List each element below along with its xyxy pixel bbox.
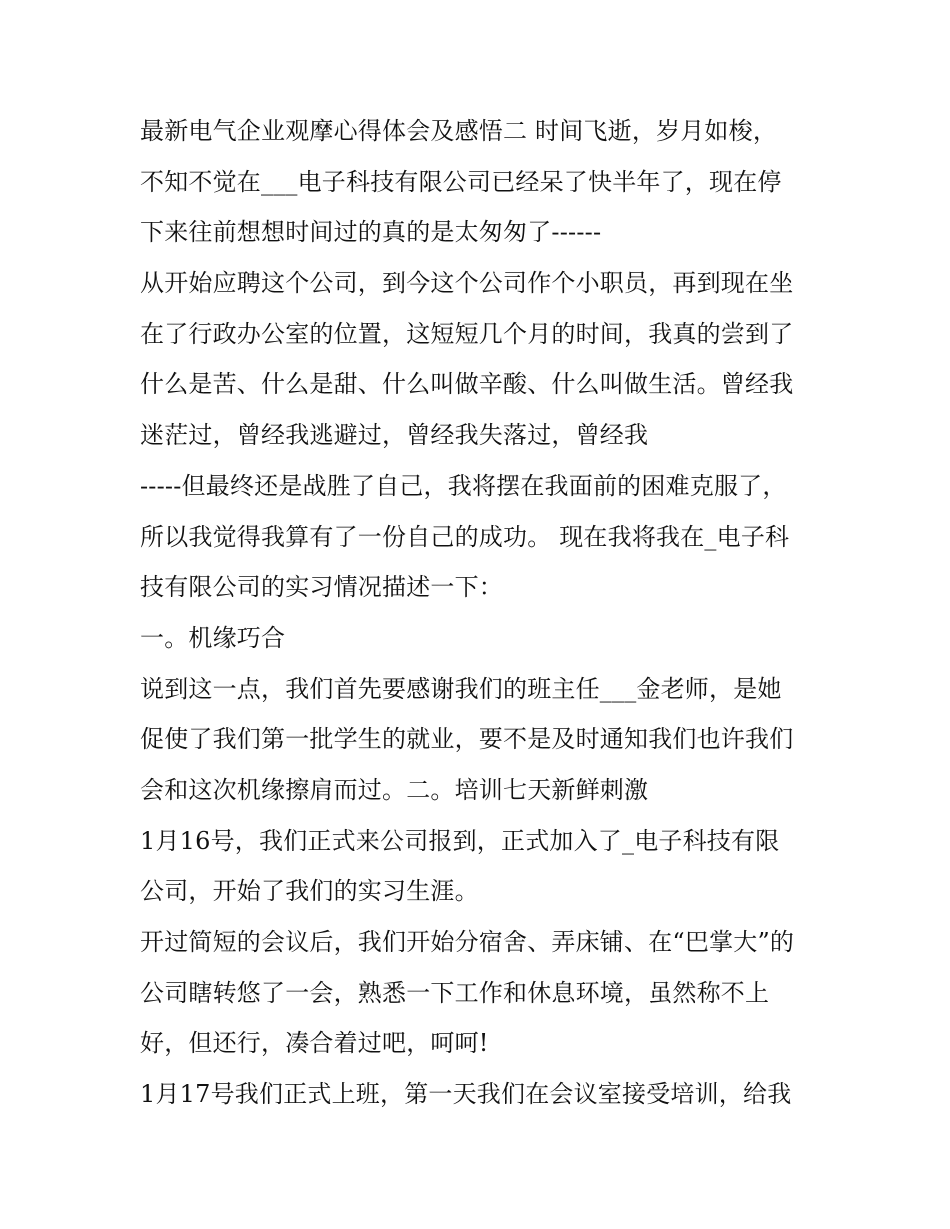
text-line: 好，但还行，凑合着过吧，呵呵! [140,1029,489,1058]
section-heading: 一。机缘巧合 [140,623,286,652]
text-line: 公司，开始了我们的实习生涯。 [140,877,479,906]
text-line: 1月16号，我们正式来公司报到，正式加入了_电子科技有限 [140,826,780,855]
text-line: 所以我觉得我算有了一份自己的成功。 现在我将我在_电子科 [140,522,790,551]
text-line: 说到这一点，我们首先要感谢我们的班主任___金老师，是她 [140,674,782,703]
text-line: 开过简短的会议后，我们开始分宿舍、弄床铺、在“巴掌大”的 [140,928,795,956]
text-line: 迷茫过，曾经我逃避过，曾经我失落过，曾经我 [140,421,649,450]
document-body [140,106,820,1120]
text-line: 下来往前想想时间过的真的是太匆匆了------ [140,218,602,247]
text-line: 技有限公司的实习情况描述一下： [140,573,503,602]
text-line: 1月17号我们正式上班，第一天我们在会议室接受培训，给我 [140,1080,792,1109]
text-line: 促使了我们第一批学生的就业，要不是及时通知我们也许我们 [140,725,794,754]
text-line: 不知不觉在___电子科技有限公司已经呆了快半年了，现在停 [140,167,782,196]
text-line: 在了行政办公室的位置，这短短几个月的时间，我真的尝到了 [140,319,794,348]
text-line: 公司瞎转悠了一会，熟悉一下工作和休息环境，虽然称不上 [140,978,770,1007]
text-line: 从开始应聘这个公司，到今这个公司作个小职员，再到现在坐 [140,269,794,298]
text-line: -----但最终还是战胜了自己，我将摆在我面前的困难克服了， [140,471,787,500]
text-line: 会和这次机缘擦肩而过。二。培训七天新鲜刺激 [140,775,649,804]
text-line: 什么是苦、什么是甜、什么叫做辛酸、什么叫做生活。曾经我 [140,370,794,399]
text-line: 最新电气企业观摩心得体会及感悟二 时间飞逝，岁月如梭， [140,117,778,145]
